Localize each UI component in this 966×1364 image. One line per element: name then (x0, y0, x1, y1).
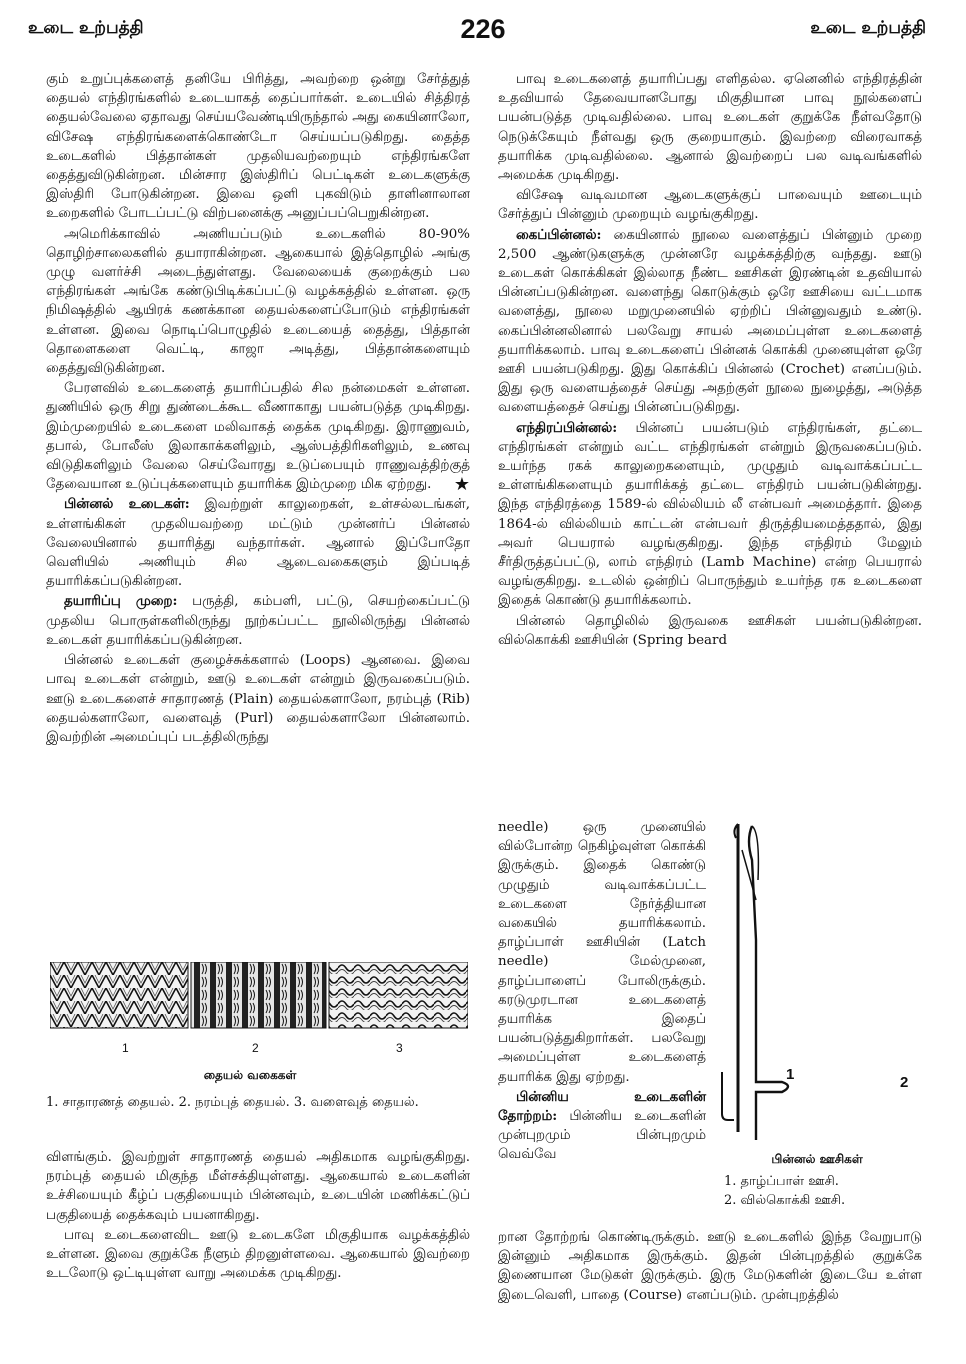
figure-label: 2 (252, 1041, 259, 1055)
legend-item: 2. வில்கொக்கி ஊசி. (724, 1193, 846, 1208)
legend-item: 1. தாழ்ப்பாள் ஊசி. (724, 1174, 839, 1189)
right-column-bottom (498, 1228, 922, 1306)
knitting-needles-figure (712, 820, 922, 1150)
running-header-left: உடை உற்பத்தி (28, 18, 144, 38)
paragraph: needle) ஒரு முனையில் வில்போன்ற நெகிழ்வுள்ள கொக்கி இருக்கும். இதைக் கொண்டு முழுதும் வடிவாக்கப்பட்ட உடைகளை நேர்த்தியான வகையில் தயாரிக்கலாம். தாழ்ப்பாள் ஊசியின் (Latch needle) மேல்முனை, தாழ்ப்பாளைப் போலிருக்கும். கரடுமுரடான உடைகளைத் தயாரிக்க இதைப் பயன்படுத்துகிறார்கள். பலவேறு அமைப்புள்ள உடைகளைத் தயாரிக்க இது ஏற்றது. (498, 820, 706, 1085)
paragraph (46, 495, 470, 591)
figure-label: 1 (122, 1041, 129, 1055)
paragraph: அமெரிக்காவில் அணியப்படும் உடைகளில் 80-90% தொழிற்சாலைகளில் தயாராகின்றன. ஆகையால் இத்தொழில் அங்கு முழு வளர்ச்சி அடைந்துள்ளது. வேலையைக் குறைக்கும் பல எந்திரங்கள் அங்கே கண்டுபிடிக்கப்பட்டு வழக்கத்தில் உள்ளன. ஒரு நிமிஷத்தில் ஆயிரக் கணக்கான தையல்களைப்போடும் எந்திரங்கள் உள்ளன. இவை நொடிப்பொழுதில் உடையைத் தைத்து, பித்தான் தொளைகளை வெட்டி, காஜா அடித்து, பித்தான்களையும் தைத்துவிடுகின்றன. (46, 226, 470, 377)
section-lead: கைப்பின்னல்: (516, 226, 602, 243)
paragraph: றான தோற்றங் கொண்டிருக்கும். ஊடு உடைகளில் இந்த வேறுபாடு இன்னும் அதிகமாக இருக்கும். இதன் பின்புறத்தில் குறுக்கே இணையான மேடுகள் இருக்கும். இரு மேடுகளின் இடையே உள்ள இடைவெளி, பாதை (Course) எனப்படும். முன்புறத்தில் (498, 1230, 922, 1303)
paragraph-text: இவற்றுள் காலுறைகள், உள்சல்லடங்கள், உள்ளங்கிகள் முதலியவற்றை மட்டும் முன்னர்ப் பின்னல் வேலையினால் தயாரித்து வந்தார்கள். ஆனால் இப்போதோ வெளியில் அணியும் சில ஆடைவகைகளும் இப்படித் தயாரிக்கப்படுகின்றன. (46, 497, 470, 590)
paragraph-text: பின்னிய உடைகளின் முன்புறமும் பின்புறமும் வெவ்வே (498, 1109, 706, 1163)
left-column (46, 70, 470, 748)
section-lead: பின்னல் உடைகள்: (64, 496, 190, 513)
paragraph-text: பருத்தி, கம்பளி, பட்டு, செயற்கைப்பட்டு முதலிய பொருள்களிலிருந்து நூற்கப்பட்ட நூலிலிருந்து பின்னல் உடைகள் தயாரிக்கப்படுகின்றன. (46, 594, 470, 648)
paragraph-text: பின்னப் பயன்படும் எந்திரங்கள், தட்டை எந்திரங்கள் என்றும் வட்ட எந்திரங்கள் என்றும் இருவகைப்படும். உயர்ந்த ரகக் காலுறைகளையும், முழுதும் வடிவாக்கப்பட்ட உள்ளங்கிகளையும் தயாரிக்கத் தட்டை எந்திரம் பயன்படுகின்றது. இந்த எந்திரத்தை 1589-ல் வில்லியம் லீ என்பவர் அமைத்தார். இதை 1864-ல் வில்லியம் காட்டன் என்பவர் திருத்தியமைத்ததால், இது அவர் பெயரால் வழங்குகிறது. இந்த எந்திரம் மேலும் சீர்திருத்தப்பட்டு, லாம் எந்திரம் (Lamb Machine) என்ற பெயரால் வழங்குகிறது. உடலில் ஒன்றிப் பொருந்தும் உயர்ந்த ரக உடைகளை இதைக் கொண்டு தயாரிக்கலாம். (498, 420, 922, 609)
star-icon: ★ (453, 474, 470, 496)
section-lead: பின்னிய உடைகளின் தோற்றம்: (498, 1088, 706, 1125)
figure-legend: 1. சாதாரணத் தையல். 2. நரம்புத் தையல். 3. வளைவுத் தையல். (46, 1095, 419, 1110)
section-lead: எந்திரப்பின்னல்: (516, 419, 618, 436)
figure-legend (724, 1172, 845, 1210)
figure-caption: பின்னல் ஊசிகள் (771, 1152, 863, 1166)
paragraph: பாவு உடைகளைத் தயாரிப்பது எளிதல்ல. ஏனெனில் எந்திரத்தின் உதவியால் தேவையானபோது மிகுதியான பாவு நூல்களைப் பயன்படுத்த முடிவதில்லை. பாவு உடைகள் குறுக்கே நீள்வதோடு நெடுக்கேயும் நீள்வது ஒரு குறையாகும். இவற்றை விரைவாகத் தயாரிக்க முடிவதில்லை. ஆனால் இவற்றைப் பல வடிவங்களில் அமைக்க முடிகிறது. (498, 72, 922, 184)
figure-label: 2 (900, 1074, 909, 1091)
paragraph: விளங்கும். இவற்றுள் சாதாரணத் தையல் அதிகமாக வழங்குகிறது. நரம்புத் தையல் மிகுந்த மீள்சக்தியுள்ளது. ஆகையால் உடைகளின் உச்சியையும் கீழ்ப் பகுதியையும் பின்னவும், உடையின் மணிக்கட்டுப் பகுதியைத் தைக்கவும் பயனாகிறது. (46, 1150, 470, 1223)
paragraph: பாவு உடைகளைவிட ஊடு உடைகளே மிகுதியாக வழக்கத்தில் உள்ளன. இவை குறுக்கே நீளும் திறனுள்ளவை. ஆகையால் இவற்றை உடலோடு ஒட்டியுள்ள வாறு அமைக்க முடிகிறது. (46, 1227, 470, 1282)
section-lead: தயாரிப்பு முறை: (64, 593, 178, 610)
figure-label: 3 (396, 1041, 403, 1055)
paragraph: விசேஷ வடிவமான ஆடைகளுக்குப் பாவையும் ஊடையும் சேர்த்துப் பின்னும் முறையும் வழங்குகிறது. (498, 188, 922, 223)
figure-label: 1 (786, 1066, 795, 1083)
paragraph (46, 592, 470, 650)
paragraph-text: கையினால் நூலை வளைத்துப் பின்னும் முறை 2,500 ஆண்டுகளுக்கு முன்னரே வழக்கத்திற்கு வந்தது. ஊடு உடைகள் கொக்கிகள் இல்லாத நீண்ட ஊசிகள் இரண்டின் உதவியால் பின்னப்படுகின்றன. வளைந்து கொடுக்கும் ஒரே ஊசியை வட்டமாக வளைத்து, நூலை மறுமுனையில் ஏற்றிப் பின்னுவதும் உண்டு. கைப்பின்னலினால் பலவேறு சாயல் அமைப்புள்ள உடைகளைத் தயாரிக்கலாம். பாவு உடைகளைப் பின்னக் கொக்கி முனையுள்ள ஒரே ஊசி பயன்படுகிறது. இது கொக்கிப் பின்னல் (Crochet) எனப்படும். இது ஒரு வளையத்தைச் செய்து அதற்குள் நூலை நுழைத்து, அடுத்த வளையத்தைச் செய்து பின்னப்படுகிறது. (498, 227, 922, 416)
paragraph: கும் உறுப்புக்களைத் தனியே பிரித்து, அவற்றை ஒன்று சேர்த்துத் தையல் எந்திரங்களில் உடையாகத் தைப்பார்கள். உடையில் சித்திரத் தையல்வேலை ஏதாவது செய்யவேண்டியிருந்தால் அது கையினாலோ, விசேஷ எந்திரங்களைக்கொண்டோ செய்யப்படுகிறது. தைத்த உடைகளில் பித்தான்கள் முதலியவற்றையும் எந்திரங்களே தைத்துவிடுகின்றன. மின்சார இஸ்திரிப் பெட்டிகள் உடைகளுக்கு இஸ்திரி போடுகின்றன. இவை ஒளி புகவிடும் தாளினாலான உறைகளில் போடப்பட்டு விற்பனைக்கு அனுப்பப்பெறுகின்றன. (46, 72, 470, 222)
left-column-continued (46, 1148, 470, 1284)
figure-caption: தையல் வகைகள் (203, 1068, 297, 1082)
page-number: 226 (460, 14, 506, 44)
stitch-types-figure (50, 962, 468, 1040)
right-narrow-column (498, 818, 706, 1166)
paragraph (498, 1088, 706, 1165)
right-column (498, 70, 922, 651)
paragraph: பின்னல் தொழிலில் இருவகை ஊசிகள் பயன்படுகின்றன. வில்கொக்கி ஊசியின் (Spring beard (498, 613, 922, 648)
paragraph (498, 226, 922, 418)
paragraph: பின்னல் உடைகள் குழைச்சுக்களால் (Loops) ஆனவை. இவை பாவு உடைகள் என்றும், ஊடு உடைகள் என்றும் இருவகைப்படும். ஊடு உடைகளைச் சாதாரணத் (Plain) தையல்களாலோ, நரம்புத் (Rib) தையல்களாலோ, வளைவுத் (Purl) தையல்களாலோ பின்னலாம். இவற்றின் அமைப்புப் படத்திலிருந்து (46, 653, 470, 745)
running-header-right: உடை உற்பத்தி (810, 18, 926, 38)
paragraph (46, 379, 470, 494)
paragraph (498, 419, 922, 611)
paragraph-text: பேரளவில் உடைகளைத் தயாரிப்பதில் சில நன்மைகள் உள்ளன. துணியில் ஒரு சிறு துண்டைக்கூட வீணாகாது பயன்படுத்த முடிகிறது. இம்முறையில் உடைகளை மலிவாகத் தைக்க முடிகிறது. இராணுவம், தபால், போலீஸ் இலாகாக்களிலும், ஆஸ்பத்திரிகளிலும், உணவு விடுதிகளிலும் வேலை செய்வோரது உடுப்பையும் ராணுவத்திற்குத் தேவையான உடுப்புக்களையும் தயாரிக்க இம்முறை மிக ஏற்றது. (46, 381, 470, 493)
